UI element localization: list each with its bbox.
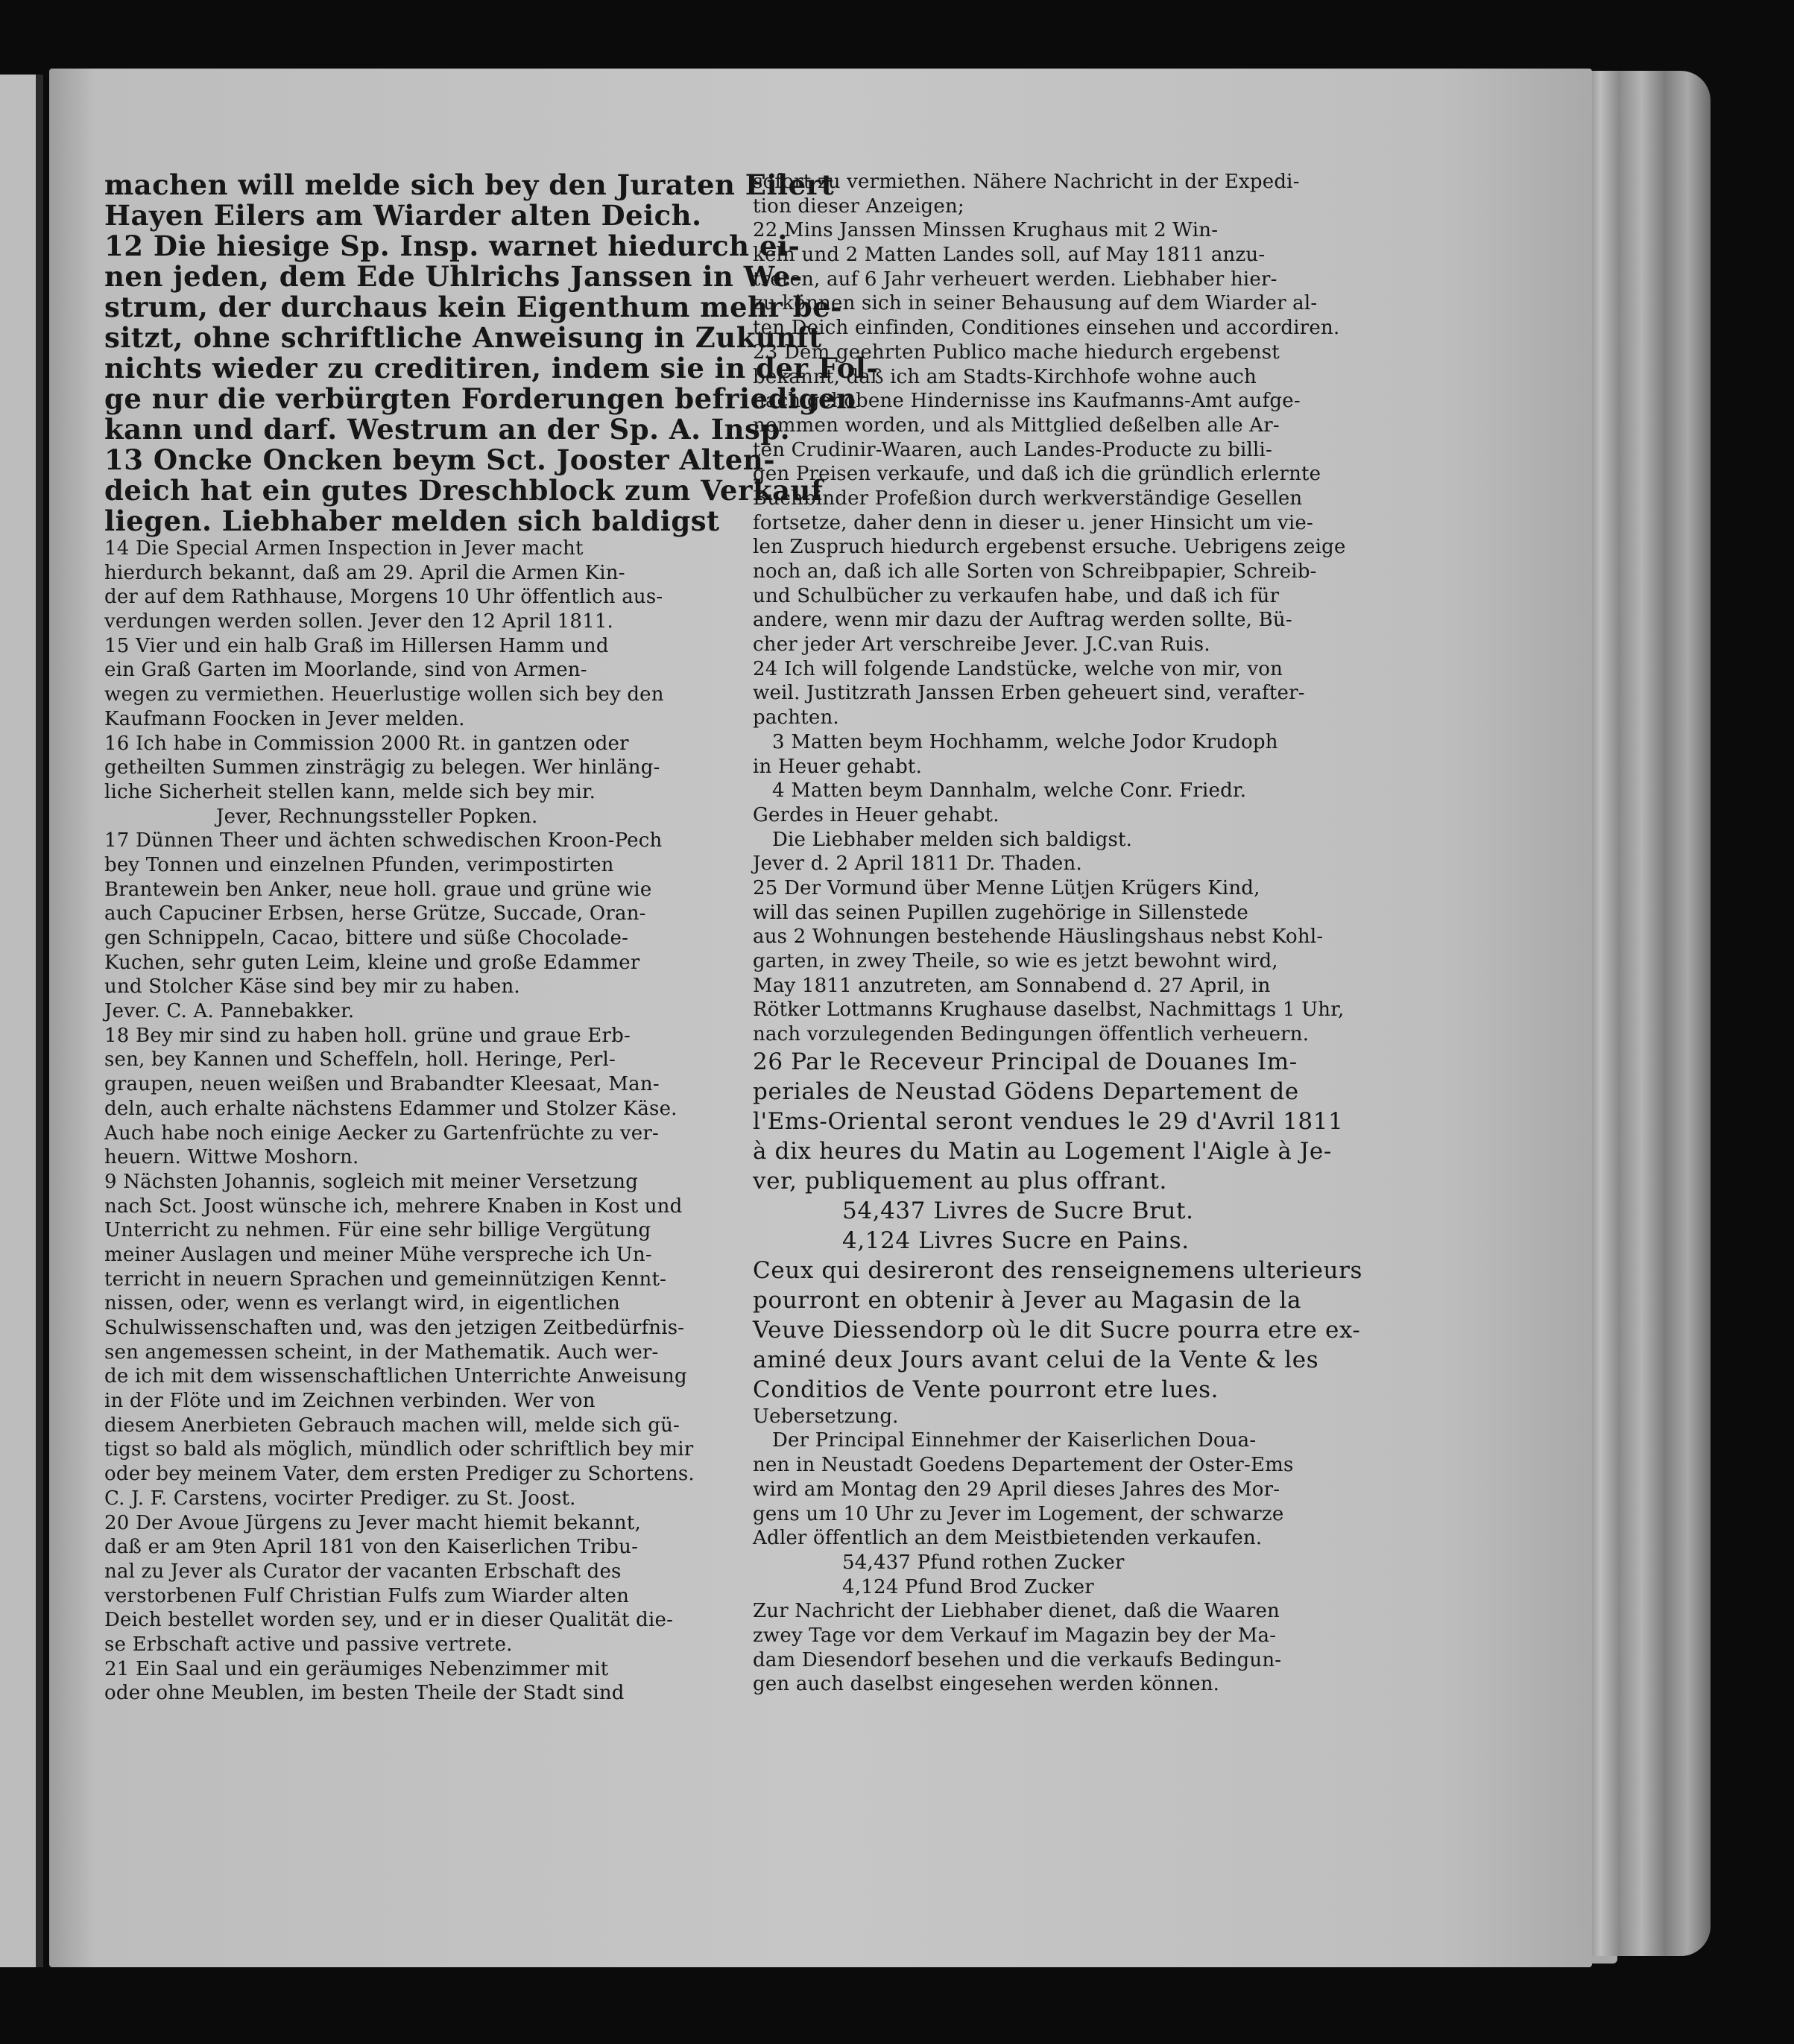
text-line: 54,437 Pfund rothen Zucker: [842, 1551, 1125, 1574]
text-line: wegen zu vermiethen. Heuerlustige wollen sich bey den: [104, 683, 664, 706]
text-line: Uebersetzung.: [753, 1405, 899, 1428]
text-line: treten, auf 6 Jahr verheuert werden. Liebhaber hier-: [753, 268, 1277, 291]
text-line: ten Crudinir-Waaren, auch Landes-Producte zu billi-: [753, 438, 1272, 461]
text-line: 4 Matten beym Dannhalm, welche Conr. Friedr.: [772, 779, 1247, 803]
text-line: 15 Vier und ein halb Graß im Hillersen Hamm und: [104, 634, 609, 657]
text-line: 18 Bey mir sind zu haben holl. grüne und graue Erb-: [104, 1024, 631, 1047]
text-line: nommen worden, und als Mittglied deßelben alle Ar-: [753, 414, 1280, 437]
text-line: nach Sct. Joost wünsche ich, mehrere Knaben in Kost und: [104, 1195, 683, 1218]
text-line: nal zu Jever als Curator der vacanten Erbschaft des: [104, 1560, 622, 1583]
text-line: len Zuspruch hiedurch ergebenst ersuche. Uebrigens zeige: [753, 536, 1346, 559]
text-line: Conditios de Vente pourront etre lues.: [753, 1376, 1219, 1403]
text-line: se Erbschaft active und passive vertrete.: [104, 1633, 513, 1656]
text-line: Jever d. 2 April 1811 Dr. Thaden.: [753, 852, 1082, 876]
text-line: 4,124 Livres Sucre en Pains.: [842, 1227, 1190, 1254]
text-line: hierdurch bekannt, daß am 29. April die Armen Kin-: [104, 561, 625, 584]
text-line: 54,437 Livres de Sucre Brut.: [842, 1197, 1194, 1224]
text-line: Buchbinder Profeßion durch werkverständige Gesellen: [753, 487, 1303, 510]
text-line: nichts wieder zu creditiren, indem sie in der Fol-: [104, 352, 879, 385]
text-line: zwey Tage vor dem Verkauf im Magazin bey der Ma-: [753, 1624, 1277, 1647]
text-line: getheilten Summen zinsträgig zu belegen. Wer hinläng-: [104, 756, 660, 779]
text-line: aminé deux Jours avant celui de la Vente & les: [753, 1346, 1319, 1373]
text-line: Gerdes in Heuer gehabt.: [753, 803, 999, 826]
text-line: daß er am 9ten April 181 von den Kaiserlichen Tribu-: [104, 1536, 639, 1559]
text-line: bekannt, daß ich am Stadts-Kirchhofe wohne auch: [753, 365, 1257, 388]
text-line: kann und darf. Westrum an der Sp. A. Insp.: [104, 413, 791, 446]
text-line: pachten.: [753, 706, 839, 730]
text-line: May 1811 anzutreten, am Sonnabend d. 27 April, in: [753, 974, 1271, 997]
text-line: 14 Die Special Armen Inspection in Jever macht: [104, 537, 584, 560]
text-line: und Stolcher Käse sind bey mir zu haben.: [104, 975, 520, 999]
text-line: nen in Neustadt Goedens Departement der Oster-Ems: [753, 1454, 1294, 1477]
text-line: Ceux qui desireront des renseignemens ulterieurs: [753, 1256, 1363, 1284]
text-line: cher jeder Art verschreibe Jever. J.C.van Ruis.: [753, 633, 1210, 656]
text-line: will das seinen Pupillen zugehörige in Sillenstede: [753, 901, 1248, 924]
text-line: fortsetze, daher denn in dieser u. jener Hinsicht um vie-: [753, 511, 1313, 534]
text-line: ten Deich einfinden, Conditiones einsehen und accordiren.: [753, 317, 1340, 340]
text-line: der auf dem Rathhause, Morgens 10 Uhr öffentlich aus-: [104, 586, 663, 609]
text-line: 21 Ein Saal und ein geräumiges Nebenzimmer mit: [104, 1657, 609, 1680]
text-line: gen auch daselbst eingesehen werden können.: [753, 1673, 1220, 1696]
text-line: ge nur die verbürgten Forderungen befriedigen: [104, 382, 857, 415]
text-line: deich hat ein gutes Dreschblock zum Verkauf: [104, 474, 824, 507]
text-line: Zur Nachricht der Liebhaber dienet, daß die Waaren: [753, 1600, 1280, 1623]
text-line: liegen. Liebhaber melden sich baldigst: [104, 504, 720, 537]
text-line: Adler öffentlich an dem Meistbietenden verkaufen.: [753, 1527, 1263, 1550]
text-line: 13 Oncke Oncken beym Sct. Jooster Alten-: [104, 443, 776, 476]
right-text-column: [753, 170, 1409, 1697]
text-line: Kaufmann Foocken in Jever melden.: [104, 707, 465, 730]
text-line: tigst so bald als möglich, mündlich oder schriftlich bey mir: [104, 1438, 694, 1461]
text-line: zu können sich in seiner Behausung auf dem Wiarder al-: [753, 292, 1318, 315]
text-line: 26 Par le Receveur Principal de Douanes Im-: [753, 1048, 1298, 1075]
text-line: Jever, Rechnungssteller Popken.: [216, 805, 538, 828]
text-line: gen Schnippeln, Cacao, bittere und süße Chocolade-: [104, 927, 629, 949]
text-line: Veuve Diessendorp où le dit Sucre pourra etre ex-: [753, 1316, 1361, 1344]
text-line: Der Principal Einnehmer der Kaiserlichen Doua-: [772, 1429, 1257, 1452]
text-line: andere, wenn mir dazu der Auftrag werden sollte, Bü-: [753, 609, 1292, 632]
text-line: 24 Ich will folgende Landstücke, welche von mir, von: [753, 657, 1283, 680]
text-line: garten, in zwey Theile, so wie es jetzt bewohnt wird,: [753, 950, 1278, 972]
text-line: de ich mit dem wissenschaftlichen Unterrichte Anweisung: [104, 1365, 687, 1388]
text-line: Schulwissenschaften und, was den jetzigen Zeitbedürfnis-: [104, 1317, 685, 1339]
text-line: liche Sicherheit stellen kann, melde sich bey mir.: [104, 780, 596, 803]
text-line: l'Ems-Oriental seront vendues le 29 d'Avril 1811: [753, 1107, 1344, 1135]
text-line: Hayen Eilers am Wiarder alten Deich.: [104, 199, 702, 232]
text-line: C. J. F. Carstens, vocirter Prediger. zu St. Joost.: [104, 1487, 576, 1510]
text-line: in Heuer gehabt.: [753, 755, 923, 778]
text-line: wird am Montag den 29 April dieses Jahres des Mor-: [753, 1478, 1280, 1501]
text-line: 12 Die hiesige Sp. Insp. warnet hiedurch ei-: [104, 230, 800, 262]
text-line: verdungen werden sollen. Jever den 12 April 1811.: [104, 610, 614, 633]
text-line: pourront en obtenir à Jever au Magasin de la: [753, 1286, 1302, 1314]
text-line: und Schulbücher zu verkaufen habe, und daß ich für: [753, 584, 1280, 607]
text-line: in der Flöte und im Zeichnen verbinden. Wer von: [104, 1390, 596, 1413]
text-line: oder ohne Meublen, im besten Theile der Stadt sind: [104, 1682, 625, 1705]
text-line: 16 Ich habe in Commission 2000 Rt. in gantzen oder: [104, 732, 629, 755]
text-line: nach gehobene Hindernisse ins Kaufmanns-Amt aufge-: [753, 390, 1301, 413]
text-line: machen will melde sich bey den Juraten Eilert: [104, 168, 835, 201]
text-line: nissen, oder, wenn es verlangt wird, in eigentlichen: [104, 1292, 620, 1315]
text-line: oder bey meinem Vater, dem ersten Prediger zu Schortens.: [104, 1463, 695, 1486]
text-line: gen Preisen verkaufe, und daß ich die gründlich erlernte: [753, 463, 1321, 486]
text-line: strum, der durchaus kein Eigenthum mehr be-: [104, 291, 843, 323]
text-line: bey Tonnen und einzelnen Pfunden, verimpostirten: [104, 853, 614, 876]
text-line: Brantewein ben Anker, neue holl. graue und grüne wie: [104, 878, 652, 901]
text-line: Deich bestellet worden sey, und er in dieser Qualität die-: [104, 1609, 674, 1632]
text-line: nach vorzulegenden Bedingungen öffentlich verheuern.: [753, 1023, 1310, 1046]
left-page-edge: [0, 75, 36, 1967]
text-line: terricht in neuern Sprachen und gemeinnützigen Kennt-: [104, 1268, 667, 1291]
text-line: 25 Der Vormund über Menne Lütjen Krügers Kind,: [753, 876, 1260, 899]
text-line: Rötker Lottmanns Krughause daselbst, Nachmittags 1 Uhr,: [753, 999, 1345, 1022]
text-line: Die Liebhaber melden sich baldigst.: [772, 828, 1133, 851]
text-line: sofort zu vermiethen. Nähere Nachricht in der Expedi-: [753, 171, 1300, 193]
text-line: gens um 10 Uhr zu Jever im Logement, der schwarze: [753, 1502, 1284, 1525]
text-line: heuern. Wittwe Moshorn.: [104, 1146, 359, 1169]
text-line: sitzt, ohne schriftliche Anweisung in Zukunft: [104, 321, 822, 354]
text-line: tion dieser Anzeigen;: [753, 194, 964, 218]
text-line: sen angemessen scheint, in der Mathematik. Auch wer-: [104, 1341, 659, 1364]
text-line: à dix heures du Matin au Logement l'Aigle à Je-: [753, 1137, 1332, 1165]
text-line: 20 Der Avoue Jürgens zu Jever macht hiemit bekannt,: [104, 1511, 641, 1534]
text-line: aus 2 Wohnungen bestehende Häuslingshaus nebst Kohl-: [753, 926, 1324, 949]
text-line: Jever. C. A. Pannebakker.: [104, 1000, 355, 1023]
text-line: 22 Mins Janssen Minssen Krughaus mit 2 Win-: [753, 219, 1219, 242]
text-line: nen jeden, dem Ede Uhlrichs Janssen in We-: [104, 260, 803, 293]
text-line: graupen, neuen weißen und Brabandter Kleesaat, Man-: [104, 1073, 660, 1096]
text-line: ver, publiquement au plus offrant.: [753, 1167, 1168, 1195]
text-line: deln, auch erhalte nächstens Edammer und Stolzer Käse.: [104, 1097, 678, 1120]
text-line: auch Capuciner Erbsen, herse Grütze, Succade, Oran-: [104, 902, 646, 926]
text-line: Unterricht zu nehmen. Für eine sehr billige Vergütung: [104, 1219, 651, 1242]
text-line: verstorbenen Fulf Christian Fulfs zum Wiarder alten: [104, 1584, 630, 1607]
text-line: 9 Nächsten Johannis, sogleich mit meiner Versetzung: [104, 1170, 639, 1193]
text-line: Kuchen, sehr guten Leim, kleine und große Edammer: [104, 951, 640, 974]
text-line: 4,124 Pfund Brod Zucker: [842, 1575, 1094, 1598]
text-line: dam Diesendorf besehen und die verkaufs Bedingun-: [753, 1648, 1282, 1671]
text-line: Auch habe noch einige Aecker zu Gartenfrüchte zu ver-: [104, 1121, 660, 1145]
book-gutter: [36, 75, 43, 1967]
text-line: keln und 2 Matten Landes soll, auf May 1811 anzu-: [753, 244, 1266, 267]
text-line: noch an, daß ich alle Sorten von Schreibpapier, Schreib-: [753, 560, 1317, 583]
text-line: 17 Dünnen Theer und ächten schwedischen Kroon-Pech: [104, 829, 663, 852]
text-line: 3 Matten beym Hochhamm, welche Jodor Krudoph: [772, 730, 1278, 753]
text-line: 23 Dem geehrten Publico mache hiedurch ergebenst: [753, 341, 1280, 364]
text-line: periales de Neustad Gödens Departement de: [753, 1078, 1299, 1105]
text-line: diesem Anerbieten Gebrauch machen will, melde sich gü-: [104, 1414, 680, 1437]
text-line: ein Graß Garten im Moorlande, sind von Armen-: [104, 659, 587, 682]
text-line: sen, bey Kannen und Scheffeln, holl. Heringe, Perl-: [104, 1048, 616, 1072]
text-line: meiner Auslagen und meiner Mühe verspreche ich Un-: [104, 1243, 652, 1266]
text-line: weil. Justitzrath Janssen Erben geheuert sind, verafter-: [753, 682, 1305, 705]
